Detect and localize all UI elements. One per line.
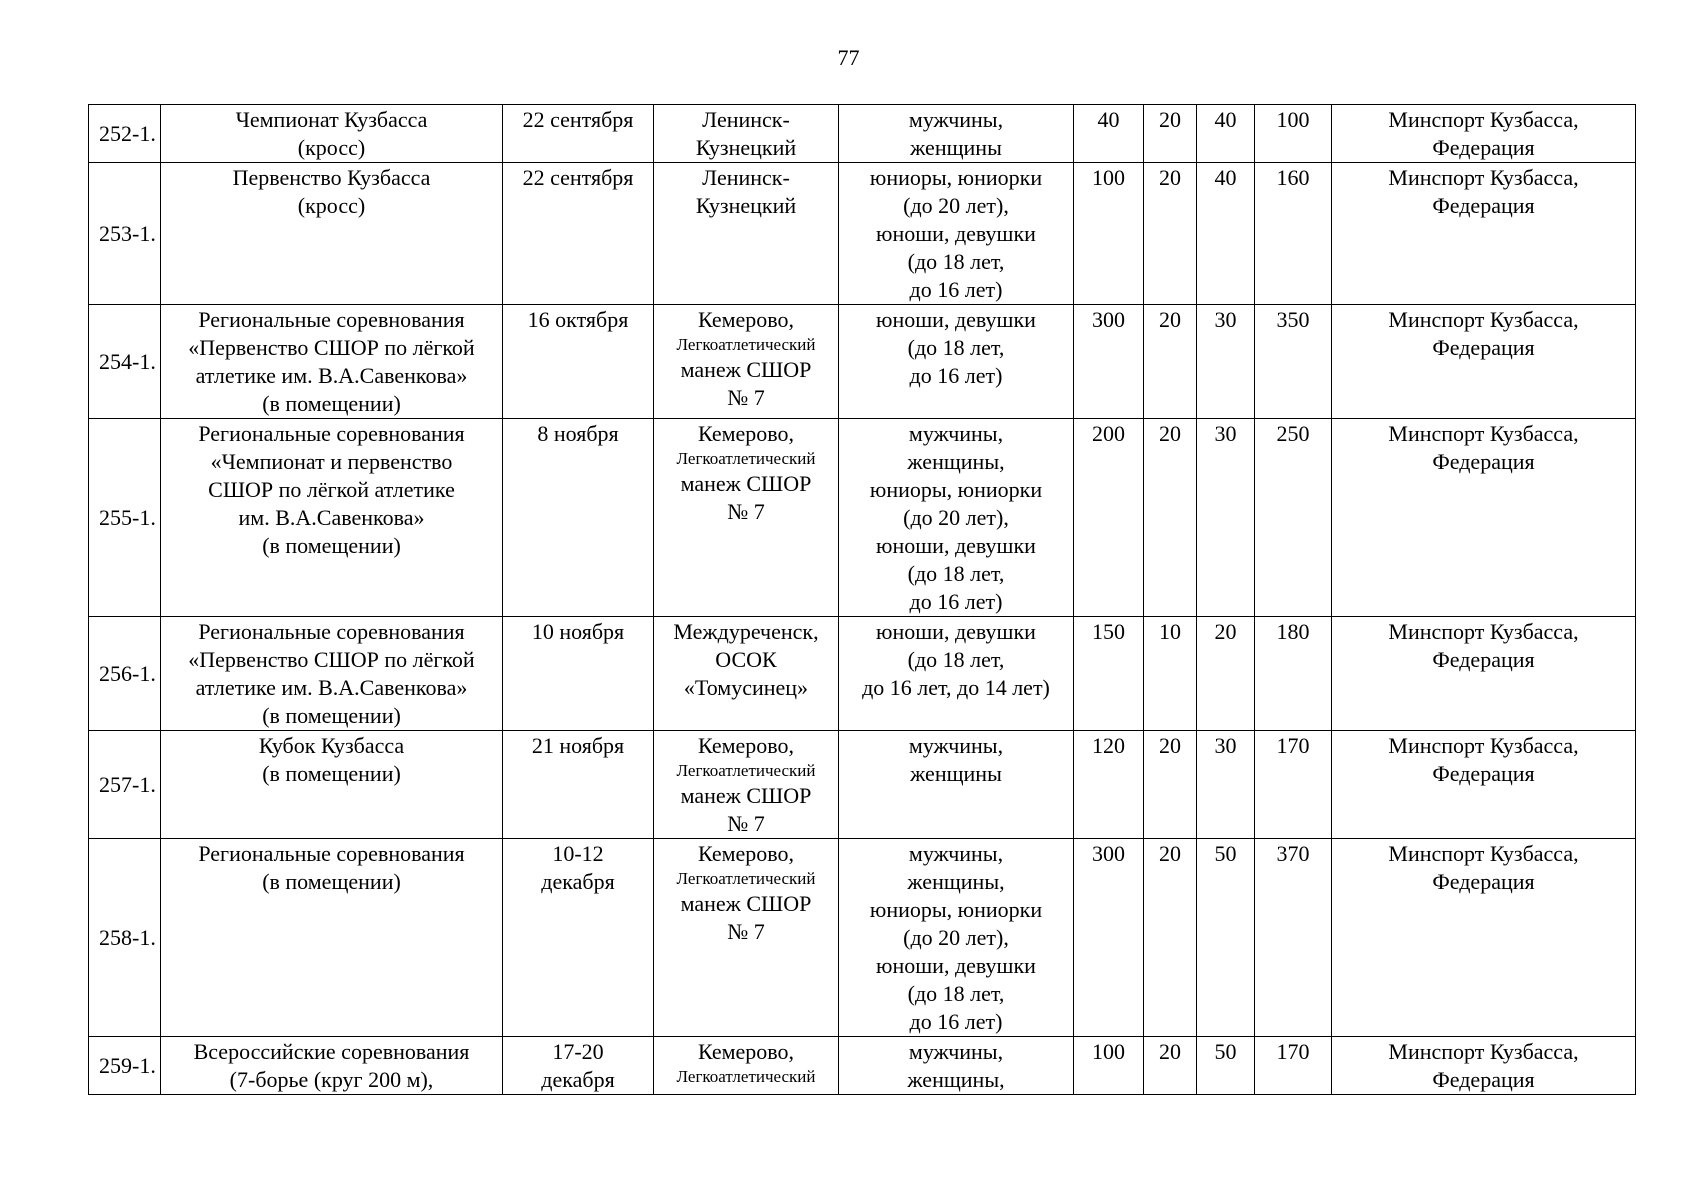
cell-line: (в помещении) — [262, 703, 401, 728]
cell-line: атлетике им. В.А.Савенкова» — [195, 675, 468, 700]
event-number-cell: 252-1. — [89, 105, 161, 163]
event-place-cell — [654, 1037, 839, 1095]
cell-line: Легкоатлетический — [676, 1067, 816, 1086]
event-number-cell: 254-1. — [89, 305, 161, 419]
organizer-cell — [1332, 163, 1636, 305]
cell-line: № 7 — [727, 811, 765, 836]
table-row — [89, 163, 1636, 305]
cell-line: № 7 — [727, 499, 765, 524]
cell-line: Федерация — [1432, 1067, 1535, 1092]
cell-line: Региональные соревнования — [198, 421, 465, 446]
event-name-cell — [161, 305, 503, 419]
cell-line: юноши, девушки — [876, 619, 1036, 644]
cell-line: юноши, девушки — [876, 307, 1036, 332]
total-count-cell: 370 — [1255, 839, 1332, 1037]
organizer-cell — [1332, 617, 1636, 731]
table-body — [89, 105, 1636, 1095]
cell-line: (до 20 лет), — [903, 505, 1009, 530]
cell-line: 8 ноября — [537, 421, 619, 446]
participants-cell — [839, 617, 1074, 731]
event-number-cell: 257-1. — [89, 731, 161, 839]
cell-line: женщины — [910, 135, 1002, 160]
count-cell-2: 20 — [1144, 839, 1197, 1037]
cell-line: юноши, девушки — [876, 221, 1036, 246]
cell-line: юниоры, юниорки — [869, 897, 1043, 922]
cell-line: Ленинск- — [702, 165, 790, 190]
count-cell-2: 20 — [1144, 419, 1197, 617]
cell-line: (до 18 лет, — [907, 981, 1005, 1006]
count-cell-2: 20 — [1144, 731, 1197, 839]
cell-line: «Чемпионат и первенство — [210, 449, 453, 474]
cell-line: им. В.А.Савенкова» — [238, 505, 425, 530]
cell-line: Ленинск- — [702, 107, 790, 132]
cell-line: 21 ноября — [531, 733, 625, 758]
cell-line: (в помещении) — [262, 761, 401, 786]
cell-line: до 16 лет, до 14 лет) — [862, 675, 1050, 700]
event-place-cell — [654, 731, 839, 839]
cell-line: Минспорт Кузбасса, — [1388, 841, 1579, 866]
organizer-cell — [1332, 1037, 1636, 1095]
cell-line: 22 сентября — [522, 165, 634, 190]
organizer-cell — [1332, 839, 1636, 1037]
cell-line: «Первенство СШОР по лёгкой — [188, 647, 475, 672]
cell-line: Федерация — [1432, 869, 1535, 894]
count-cell-3: 30 — [1197, 419, 1255, 617]
event-date-cell — [503, 731, 654, 839]
count-cell-1: 300 — [1074, 305, 1144, 419]
event-number-cell: 258-1. — [89, 839, 161, 1037]
cell-line: СШОР по лёгкой атлетике — [208, 477, 455, 502]
cell-line: (до 20 лет), — [903, 925, 1009, 950]
total-count-cell: 350 — [1255, 305, 1332, 419]
table-row — [89, 1037, 1636, 1095]
participants-cell — [839, 419, 1074, 617]
count-cell-1: 100 — [1074, 1037, 1144, 1095]
organizer-cell — [1332, 305, 1636, 419]
cell-line: декабря — [541, 869, 615, 894]
cell-line: (кросс) — [297, 193, 366, 218]
organizer-cell — [1332, 105, 1636, 163]
cell-line: Минспорт Кузбасса, — [1388, 107, 1579, 132]
cell-line: мужчины, — [908, 107, 1004, 132]
event-name-cell — [161, 617, 503, 731]
cell-line: Кузнецкий — [695, 193, 797, 218]
event-place-cell — [654, 419, 839, 617]
cell-line: юноши, девушки — [876, 533, 1036, 558]
cell-line: Федерация — [1432, 135, 1535, 160]
table-row — [89, 617, 1636, 731]
cell-line: женщины, — [907, 869, 1005, 894]
total-count-cell: 160 — [1255, 163, 1332, 305]
count-cell-2: 20 — [1144, 1037, 1197, 1095]
cell-line: юниоры, юниорки — [869, 477, 1043, 502]
cell-line: Кемерово, — [697, 307, 795, 332]
count-cell-1: 200 — [1074, 419, 1144, 617]
count-cell-1: 100 — [1074, 163, 1144, 305]
cell-line: атлетике им. В.А.Савенкова» — [195, 363, 468, 388]
cell-line: Междуреченск, — [673, 619, 819, 644]
cell-line: (до 18 лет, — [907, 249, 1005, 274]
total-count-cell: 170 — [1255, 731, 1332, 839]
participants-cell — [839, 839, 1074, 1037]
event-place-cell — [654, 617, 839, 731]
total-count-cell: 170 — [1255, 1037, 1332, 1095]
cell-line: Минспорт Кузбасса, — [1388, 619, 1579, 644]
cell-line: манеж СШОР — [680, 357, 812, 382]
cell-line: (до 18 лет, — [907, 647, 1005, 672]
cell-line: мужчины, — [908, 1039, 1004, 1064]
cell-line: манеж СШОР — [680, 783, 812, 808]
event-date-cell — [503, 105, 654, 163]
cell-line: до 16 лет) — [909, 1009, 1003, 1034]
cell-line: (до 20 лет), — [903, 193, 1009, 218]
cell-line: декабря — [541, 1067, 615, 1092]
count-cell-3: 50 — [1197, 1037, 1255, 1095]
cell-line: Легкоатлетический — [676, 449, 816, 468]
event-number-cell: 256-1. — [89, 617, 161, 731]
cell-line: (до 18 лет, — [907, 335, 1005, 360]
count-cell-1: 150 — [1074, 617, 1144, 731]
event-place-cell — [654, 305, 839, 419]
event-number-cell: 259-1. — [89, 1037, 161, 1095]
events-table — [88, 104, 1636, 1095]
participants-cell — [839, 1037, 1074, 1095]
cell-line: 22 сентября — [522, 107, 634, 132]
cell-line: Федерация — [1432, 193, 1535, 218]
event-name-cell — [161, 731, 503, 839]
count-cell-3: 40 — [1197, 163, 1255, 305]
event-place-cell — [654, 163, 839, 305]
organizer-cell — [1332, 419, 1636, 617]
cell-line: манеж СШОР — [680, 891, 812, 916]
event-number-cell: 253-1. — [89, 163, 161, 305]
cell-line: Кемерово, — [697, 841, 795, 866]
cell-line: мужчины, — [908, 421, 1004, 446]
event-name-cell — [161, 105, 503, 163]
cell-line: № 7 — [727, 385, 765, 410]
cell-line: ОСОК — [715, 647, 777, 672]
count-cell-2: 20 — [1144, 163, 1197, 305]
event-name-cell — [161, 839, 503, 1037]
count-cell-3: 20 — [1197, 617, 1255, 731]
cell-line: (в помещении) — [262, 869, 401, 894]
table-row — [89, 731, 1636, 839]
cell-line: 10-12 — [552, 841, 604, 866]
count-cell-3: 30 — [1197, 731, 1255, 839]
cell-line: до 16 лет) — [909, 277, 1003, 302]
cell-line: юноши, девушки — [876, 953, 1036, 978]
cell-line: Минспорт Кузбасса, — [1388, 733, 1579, 758]
cell-line: Легкоатлетический — [676, 869, 816, 888]
cell-line: женщины — [910, 761, 1002, 786]
count-cell-3: 30 — [1197, 305, 1255, 419]
cell-line: № 7 — [727, 919, 765, 944]
cell-line: Региональные соревнования — [198, 307, 465, 332]
cell-line: манеж СШОР — [680, 471, 812, 496]
cell-line: Первенство Кузбасса — [232, 165, 431, 190]
cell-line: 16 октября — [527, 307, 629, 332]
cell-line: Кемерово, — [697, 733, 795, 758]
cell-line: Кемерово, — [697, 1039, 795, 1064]
cell-line: (кросс) — [297, 135, 366, 160]
cell-line: до 16 лет) — [909, 363, 1003, 388]
event-name-cell — [161, 163, 503, 305]
cell-line: Региональные соревнования — [198, 841, 465, 866]
cell-line: Легкоатлетический — [676, 335, 816, 354]
cell-line: Федерация — [1432, 449, 1535, 474]
cell-line: Минспорт Кузбасса, — [1388, 165, 1579, 190]
event-place-cell — [654, 105, 839, 163]
event-date-cell — [503, 163, 654, 305]
event-date-cell — [503, 1037, 654, 1095]
count-cell-2: 20 — [1144, 105, 1197, 163]
cell-line: женщины, — [907, 1067, 1005, 1092]
participants-cell — [839, 305, 1074, 419]
cell-line: юниоры, юниорки — [869, 165, 1043, 190]
event-name-cell — [161, 1037, 503, 1095]
participants-cell — [839, 163, 1074, 305]
total-count-cell: 100 — [1255, 105, 1332, 163]
cell-line: Чемпионат Кузбасса — [235, 107, 428, 132]
cell-line: Федерация — [1432, 647, 1535, 672]
cell-line: до 16 лет) — [909, 589, 1003, 614]
cell-line: Региональные соревнования — [198, 619, 465, 644]
participants-cell — [839, 731, 1074, 839]
cell-line: Федерация — [1432, 761, 1535, 786]
event-date-cell — [503, 305, 654, 419]
cell-line: (в помещении) — [262, 391, 401, 416]
cell-line: «Томусинец» — [683, 675, 809, 700]
count-cell-1: 300 — [1074, 839, 1144, 1037]
event-number-cell: 255-1. — [89, 419, 161, 617]
event-name-cell — [161, 419, 503, 617]
count-cell-1: 40 — [1074, 105, 1144, 163]
cell-line: Кемерово, — [697, 421, 795, 446]
count-cell-3: 40 — [1197, 105, 1255, 163]
cell-line: мужчины, — [908, 841, 1004, 866]
cell-line: Всероссийские соревнования — [193, 1039, 470, 1064]
cell-line: Минспорт Кузбасса, — [1388, 1039, 1579, 1064]
cell-line: Минспорт Кузбасса, — [1388, 421, 1579, 446]
cell-line: «Первенство СШОР по лёгкой — [188, 335, 475, 360]
cell-line: женщины, — [907, 449, 1005, 474]
cell-line: 10 ноября — [531, 619, 625, 644]
cell-line: (до 18 лет, — [907, 561, 1005, 586]
event-date-cell — [503, 617, 654, 731]
table-row — [89, 305, 1636, 419]
cell-line: 17-20 — [552, 1039, 604, 1064]
cell-line: Легкоатлетический — [676, 761, 816, 780]
participants-cell — [839, 105, 1074, 163]
cell-line: Минспорт Кузбасса, — [1388, 307, 1579, 332]
count-cell-2: 10 — [1144, 617, 1197, 731]
organizer-cell — [1332, 731, 1636, 839]
cell-line: мужчины, — [908, 733, 1004, 758]
table-row — [89, 839, 1636, 1037]
table-row — [89, 419, 1636, 617]
count-cell-1: 120 — [1074, 731, 1144, 839]
cell-line: (в помещении) — [262, 533, 401, 558]
event-date-cell — [503, 419, 654, 617]
event-date-cell — [503, 839, 654, 1037]
total-count-cell: 180 — [1255, 617, 1332, 731]
cell-line: Федерация — [1432, 335, 1535, 360]
event-place-cell — [654, 839, 839, 1037]
cell-line: (7-борье (круг 200 м), — [229, 1067, 434, 1092]
count-cell-2: 20 — [1144, 305, 1197, 419]
table-row — [89, 105, 1636, 163]
cell-line: Кубок Кузбасса — [258, 733, 405, 758]
total-count-cell: 250 — [1255, 419, 1332, 617]
page-number: 77 — [837, 45, 860, 70]
count-cell-3: 50 — [1197, 839, 1255, 1037]
cell-line: Кузнецкий — [695, 135, 797, 160]
